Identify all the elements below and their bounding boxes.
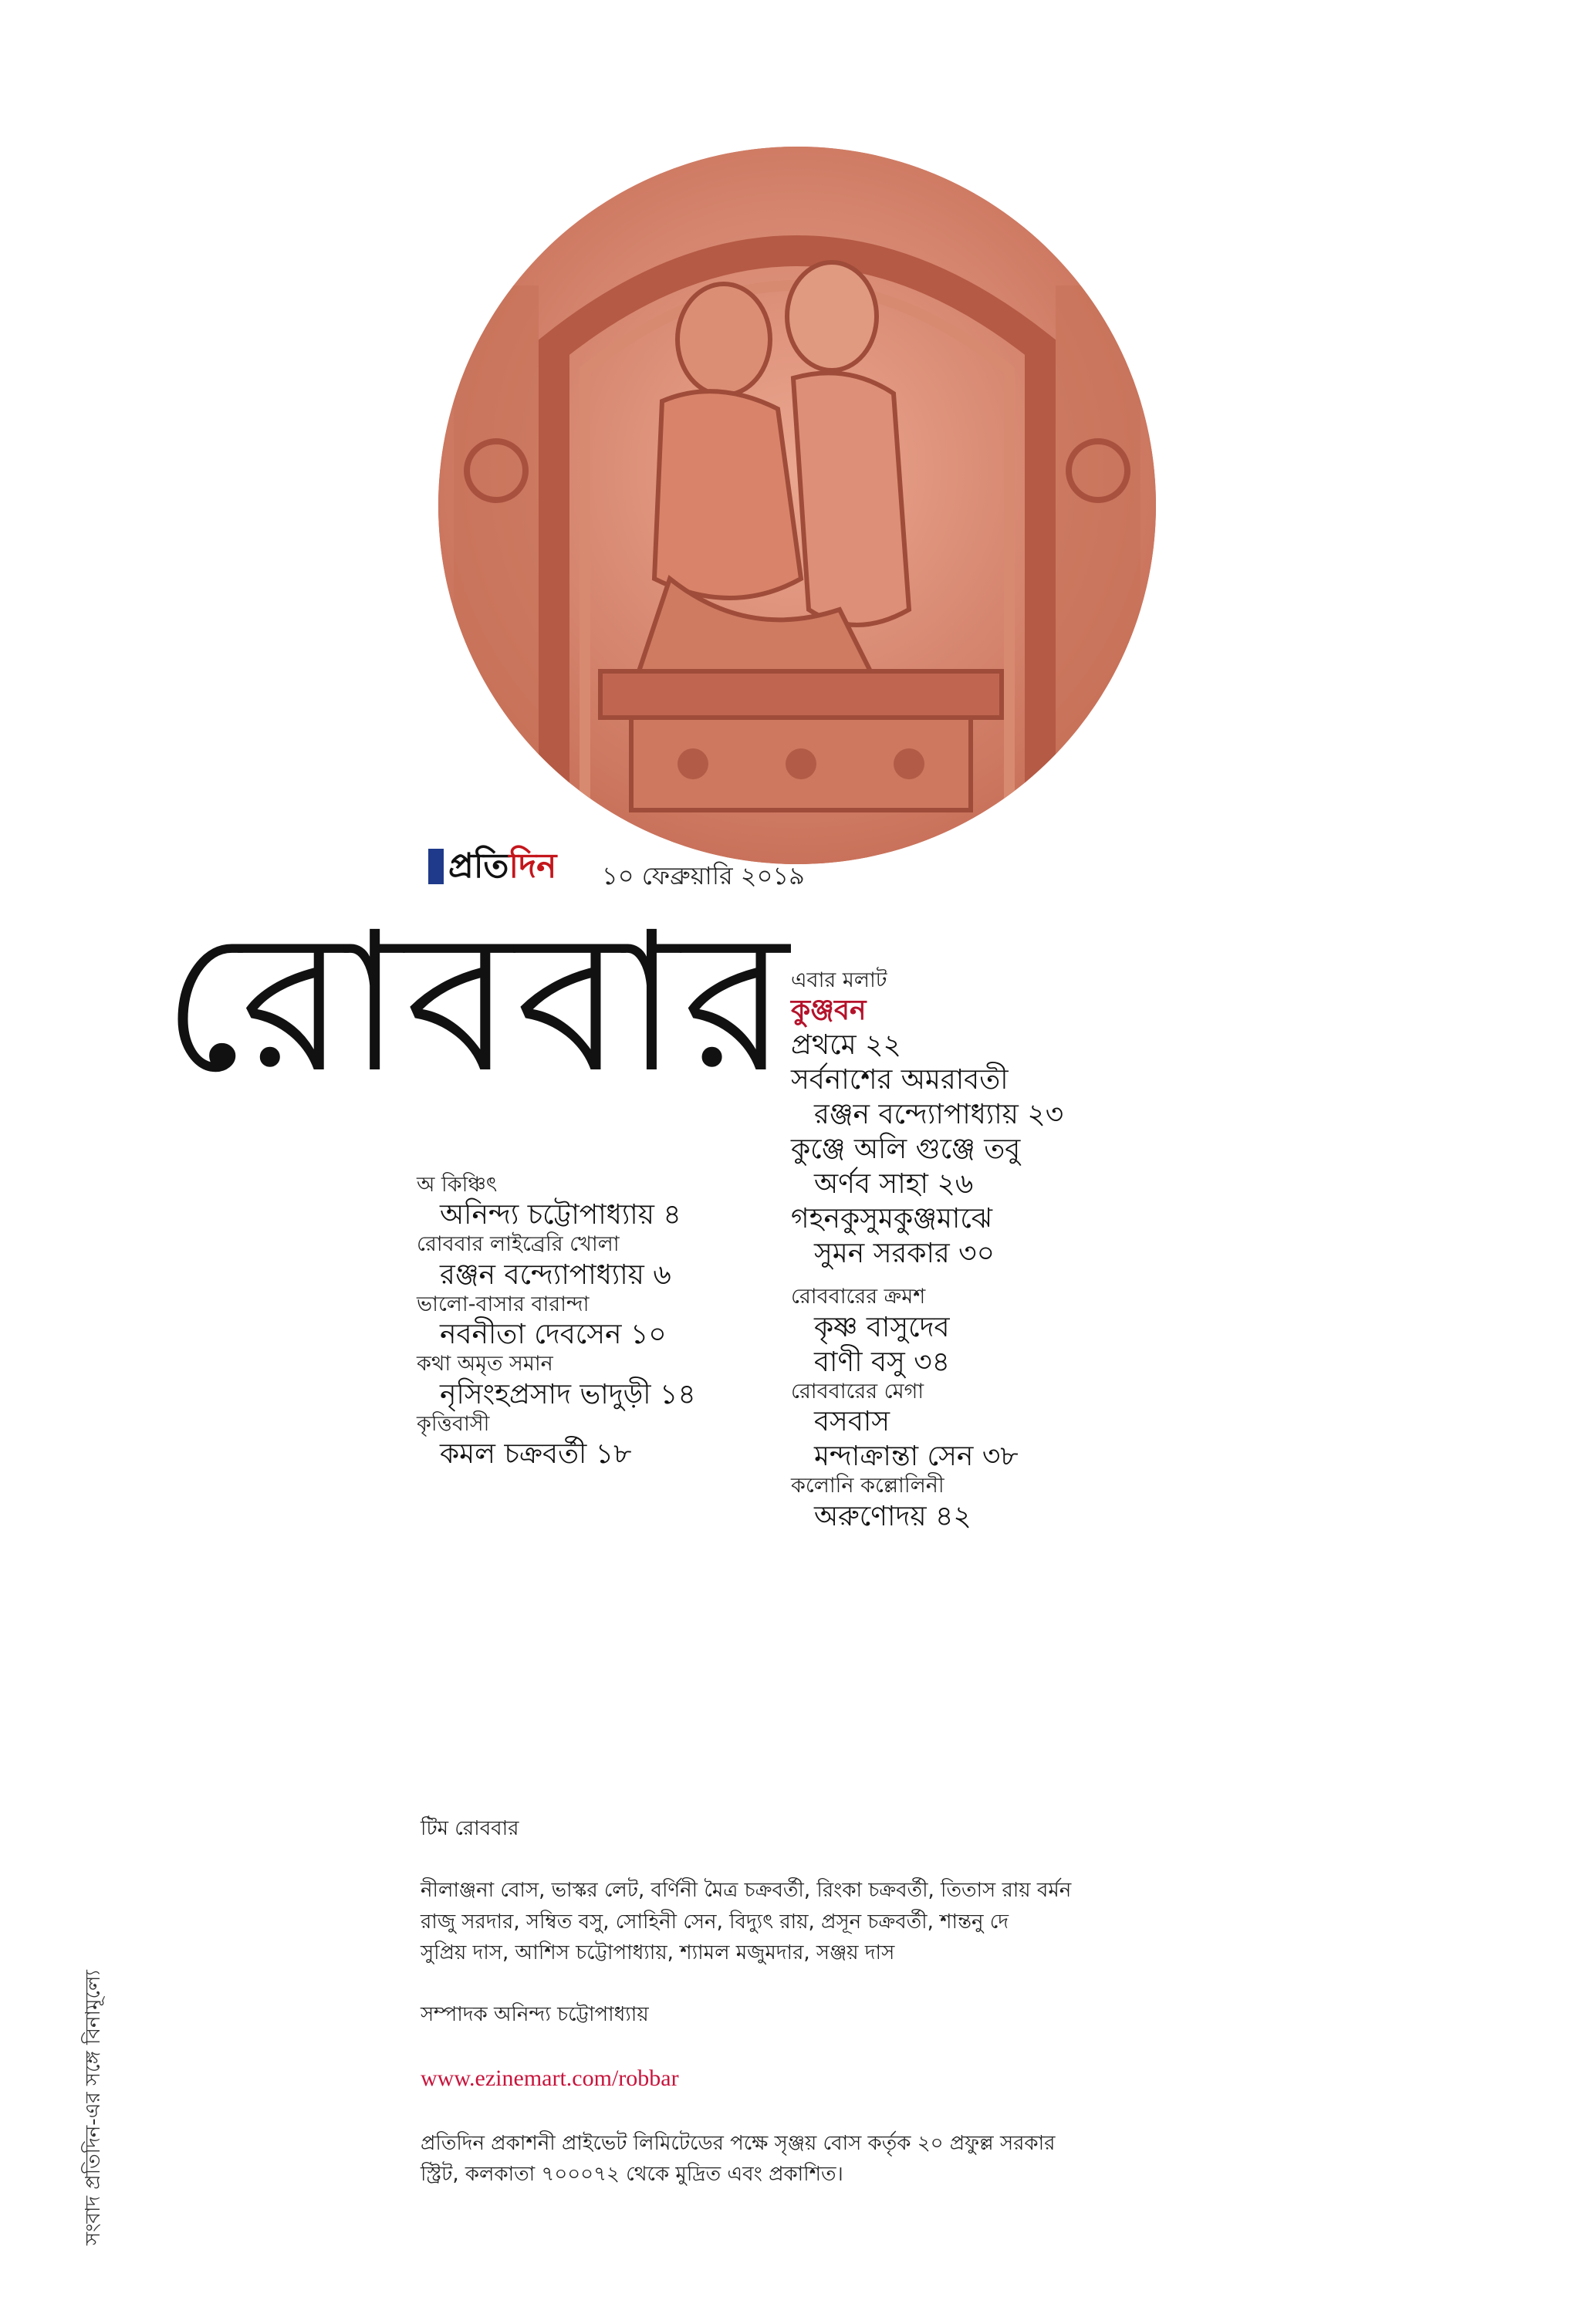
toc-entry: কৃষ্ণ বাসুদেব [814,1311,950,1343]
toc-section-heading: ভালো-বাসার বারান্দা [417,1292,590,1316]
toc-entry: গহনকুসুমকুঞ্জমাঝে [791,1203,993,1235]
toc-entry: নবনীতা দেবসেন ১০ [440,1319,667,1351]
magazine-title: রোববার [162,890,792,1115]
toc-section-heading: কথা অমৃত সমান [417,1352,553,1376]
toc-entry: অর্ণব সাহা ২৬ [814,1168,974,1201]
publisher-line: প্রতিদিন প্রকাশনী প্রাইভেট লিমিটেডের পক্ষে সৃঞ্জয় বোস কর্তৃক ২০ প্রফুল্ল সরকার [421,2131,1056,2155]
toc-entry: কুঞ্জে অলি গুঞ্জে তবু [791,1133,1021,1166]
toc-section-heading: রোববার লাইব্রেরি খোলা [417,1232,620,1257]
toc-entry: রঞ্জন বন্দ্যোপাধ্যায় ২৩ [814,1099,1064,1131]
team-line: নীলাঞ্জনা বোস, ভাস্কর লেট, বর্ণিনী মৈত্র চক্রবর্তী, রিংকা চক্রবর্তী, তিতাস রায় বর্মন [421,1879,1072,1903]
issue-date: ১০ ফেব্রুয়ারি ২০১৯ [602,861,805,890]
logo-mark [428,849,444,884]
toc-entry: অরুণোদয় ৪২ [814,1500,972,1532]
credits-block [421,1813,1192,2191]
toc-entry: বাণী বসু ৩৪ [814,1346,951,1378]
team-line: রাজু সরদার, সম্বিত বসু, সোহিনী সেন, বিদ্যুৎ রায়, প্রসূন চক্রবর্তী, শান্তনু দে [421,1910,1009,1934]
team-heading: টিম রোববার [421,1817,519,1840]
toc-entry: কমল চক্রবর্তী ১৮ [440,1437,632,1470]
toc-left-column [417,1173,803,1471]
terracotta-relief-illustration [438,147,1156,864]
toc-cover-title: কুঞ্জবন [791,995,867,1027]
toc-entry: সর্বনাশের অমরাবতী [791,1064,1009,1096]
cover-image [438,147,1156,864]
toc-entry: রঞ্জন বন্দ্যোপাধ্যায় ৬ [440,1258,671,1291]
toc-entry: সুমন সরকার ৩০ [814,1238,995,1270]
editor-line: সম্পাদক অনিন্দ্য চট্টোপাধ্যায় [421,2003,649,2027]
toc-cover-heading: এবার মলাট [791,968,887,992]
logo-wordmark [448,846,557,886]
team-line: সুপ্রিয় দাস, আশিস চট্টোপাধ্যায়, শ্যামল মজুমদার, সঞ্জয় দাস [421,1941,895,1964]
website-link[interactable]: www.ezinemart.com/robbar [421,2066,679,2092]
toc-entry: নৃসিংহপ্রসাদ ভাদুড়ী ১৪ [440,1378,696,1410]
toc-section-heading: কলোনি কল্লোলিনী [791,1474,944,1498]
toc-section-heading: রোববারের মেগা [791,1379,924,1404]
toc-section-heading: কৃত্তিবাসী [417,1411,490,1436]
toc-entry: প্রথমে ২২ [791,1029,901,1062]
side-free-note: সংবাদ প্রতিদিন-এর সঙ্গে বিনামূল্যে [82,1970,105,2245]
publisher-line: স্ট্রিট, কলকাতা ৭০০০৭২ থেকে মুদ্রিত এবং প্রকাশিত। [421,2163,843,2187]
logo-text-left: প্রতি [448,846,509,886]
toc-right-column [791,968,1254,1534]
logo-text-right: দিন [509,846,557,886]
toc-section-heading: অ কিঞ্চিৎ [417,1173,498,1197]
toc-entry: বসবাস [814,1406,890,1438]
toc-entry: অনিন্দ্য চট্টোপাধ্যায় ৪ [440,1199,681,1231]
toc-section-heading: রোববারের ক্রমশ [791,1285,926,1309]
toc-entry: মন্দাক্রান্তা সেন ৩৮ [814,1441,1019,1473]
pratidin-logo [428,845,556,888]
